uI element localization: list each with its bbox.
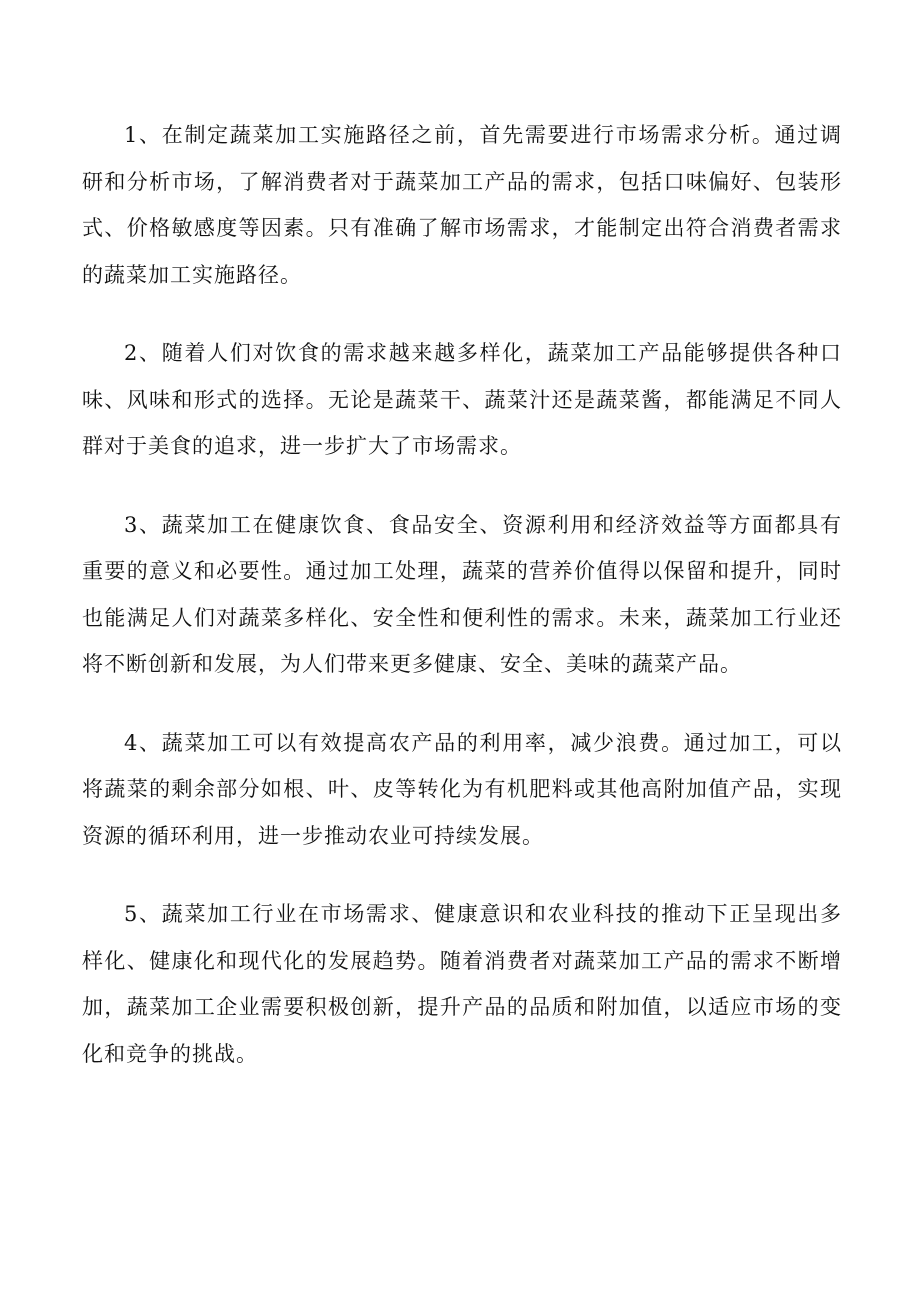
paragraph-3: 3、蔬菜加工在健康饮食、食品安全、资源利用和经济效益等方面都具有重要的意义和必要性。通过加工处理，蔬菜的营养价值得以保留和提升，同时也能满足人们对蔬菜多样化、安全性和便利性的需求。未来，蔬菜加工行业还将不断创新和发展，为人们带来更多健康、安全、美味的蔬菜产品。 bbox=[82, 512, 842, 676]
paragraph-2: 2、随着人们对饮食的需求越来越多样化，蔬菜加工产品能够提供各种口味、风味和形式的选择。无论是蔬菜干、蔬菜汁还是蔬菜酱，都能满足不同人群对于美食的追求，进一步扩大了市场需求。 bbox=[82, 341, 842, 458]
document-body bbox=[82, 112, 842, 1109]
paragraph-5: 5、蔬菜加工行业在市场需求、健康意识和农业科技的推动下正呈现出多样化、健康化和现代化的发展趋势。随着消费者对蔬菜加工产品的需求不断增加，蔬菜加工企业需要积极创新，提升产品的品质和附加值，以适应市场的变化和竞争的挑战。 bbox=[82, 902, 842, 1066]
paragraph-1: 1、在制定蔬菜加工实施路径之前，首先需要进行市场需求分析。通过调研和分析市场，了解消费者对于蔬菜加工产品的需求，包括口味偏好、包装形式、价格敏感度等因素。只有准确了解市场需求，才能制定出符合消费者需求的蔬菜加工实施路径。 bbox=[82, 123, 842, 287]
paragraph-4: 4、蔬菜加工可以有效提高农产品的利用率，减少浪费。通过加工，可以将蔬菜的剩余部分如根、叶、皮等转化为有机肥料或其他高附加值产品，实现资源的循环利用，进一步推动农业可持续发展。 bbox=[82, 730, 842, 848]
